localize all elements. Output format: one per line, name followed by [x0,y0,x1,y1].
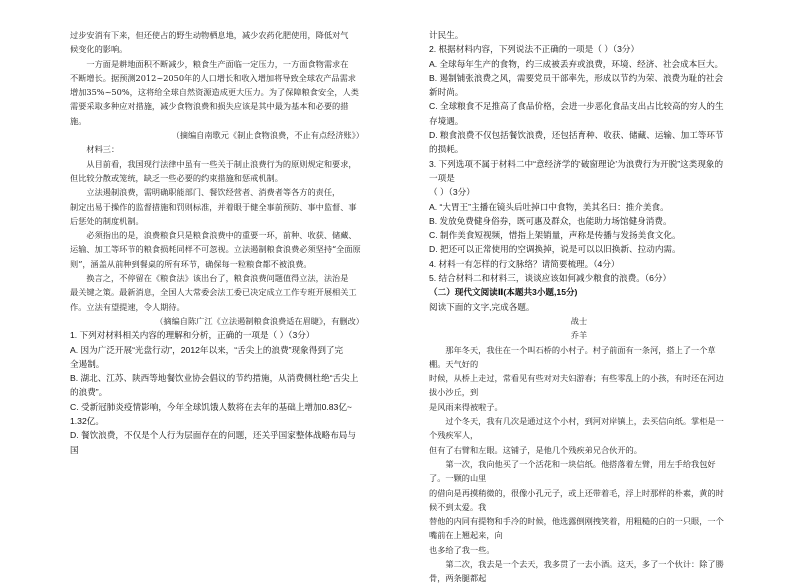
text-line: 则”，涵盖从前种到餐桌的所有环节，确保每一粒粮食都不被浪费。 [70,258,312,269]
text-line: 后惩处的制度机制。 [70,215,144,226]
option-d: D. 餐饮浪费，不仅是个人行为层面存在的问题，还关乎国家整体战略布局与国 [70,430,356,455]
text-line: 作。立法有望提速，令人期待。 [70,301,185,312]
text-line: 替他的内同有提物和手冷的时候，他选露倒刚拽笑着，用粗糙的白的一只眼，一个嘴前在上翘起来，向 [429,516,724,541]
text-line: 换言之，不停留在《粮食法》该出台了，粮食浪费问题值得立法，法治是 [86,273,349,284]
text-line: 那年冬天，我住在一个叫石桥的小村子。村子前面有一条河，搭上了一个草棚。天气好的 [429,344,716,369]
text-line: 增加35%~50%，这将给全球自然资源造成更大压力。为了保障粮食安全，人类 [70,87,359,98]
option-b: B. 湖北、江苏、陕西等地餐饮业协会倡议的节约措施，从消费侧杜绝“舌尖上 [70,373,359,384]
text-line: 过步安消有下来，但还使占的野生动物栖息地，减少农药化肥使用，降低对气 [70,30,349,40]
text-line: 但比较分散或笼统，缺乏一些必要的约束措施和惩戒机制。 [70,172,283,183]
text-line: 第二次，我去是一个去天，我多贯了一去小酒。这天，多了一个伙计：除了勝骨，两条腿都起 [429,558,724,584]
text-line: 过个冬天，我有几次是通过这个小村，到河对岸镇上，去买信向纸。掌柜是一个残疾军人， [429,416,724,441]
section-heading: （二）现代文阅读Ⅱ(本题共3小题,15分) [429,287,578,298]
story-title: 战士 [570,315,588,326]
text-line: 制定出易于操作的监督措施和罚则标准，并着眼于健全事前预防、事中监督、事 [70,201,357,212]
option-c: C. 制作美食短视频，惜指上架销量，声称是传播与发扬美食文化。 [429,230,681,241]
text-line: 一方面是耕地面积不断减少，粮食生产面临一定压力，一方面食物需求在 [86,58,349,69]
text-line: 必须指出的是，浪费粮食只是粮食浪费中的重要一环，前种、收获、储藏、 [86,230,357,241]
source-citation: （摘编自南歌元《制止食物浪费，不止有点经济账》） [171,130,364,141]
option-d: D. 粮食浪费不仅包括餐饮浪费，还包括育种、收获、储藏、运输、加工等环节的损耗。 [429,130,724,155]
question-4: 4. 材料一有怎样的行文脉络？请简要梳理。（4分） [429,258,620,269]
left-column [70,28,364,457]
text-line: 不断增长。据预测2012~2050年的人口增长和收入增加将导致全球农产品需求 [70,72,356,83]
question-1: 1. 下列对材料相关内容的理解和分析，正确的一项是（ ）（3分） [70,330,315,341]
text-line: 立法遏制浪费，需明确职能部门、餐饮经营者、消费者等各方的责任， [86,187,341,198]
text-line: 也多给了我一些。 [429,544,495,555]
option-a: A. 全球每年生产的食物，约三成被丢弃或浪费，环境、经济、社会成本巨大。 [429,58,724,69]
option-a: A. 因为广泛开展“光盘行动”，2012年以来，“舌尖上的浪费”现象得到了完 [70,344,344,355]
option-b: B. 遏制铺张浪费之风，需要党员干部率先，形成以节约为荣、浪费为耻的社会新时尚。 [429,72,724,98]
option-a: A. “大胃王”主播在镜头后吐掉口中食物，美其名曰：推介美食。 [429,201,669,212]
text-line: 但有了右臂和左眼。这铺子，是他几个残疾弟兄合伙开的。 [429,444,642,455]
reading-instruction: 阅读下面的文字,完成各题。 [429,301,535,312]
question-5: 5. 结合材料二和材料三，谈谈应该如何减少粮食的浪费。（6分） [429,273,672,284]
option-a-cont: 全遏制。 [70,358,105,369]
source-citation: （摘编自陈广江《立法遏制粮食浪费适在眉睫》，有删改） [155,315,364,326]
option-d-cont: 计民生。 [429,30,464,40]
text-line: 时候，从桥上走过，常看见有些对对夫妇游春；有些零乱上的小孩，有时还在河边拔小沙丘，到 [429,373,724,398]
text-line: 是风雨来得被啦子。 [429,401,503,412]
question-3-cont: （ ）（3分） [429,187,475,198]
option-b: B. 发放免费健身俗券，既可惠及群众，也能助力场馆健身消费。 [429,215,672,226]
text-line: 最关键之策。最新消息，全国人大常委会法工委已决定成立工作专班开展相关工 [70,287,357,298]
right-column [429,28,729,586]
option-d: D. 把还可以正常使用的空调换掉，说是可以以旧换新、拉动内需。 [429,244,681,255]
question-2: 2. 根据材料内容，下列说法不正确的一项是（ ）（3分） [429,44,640,55]
material-heading: 材料三： [86,144,120,155]
text-line: 第一次，我向他买了一个活花和一块信纸。他搭落着左臂，用左手给我包好了。一颗的山里 [429,458,716,484]
option-b-cont: 的浪费”。 [70,387,108,398]
option-c-cont: 1.32亿。 [70,416,104,427]
text-line: 的借向是再摸稍微的，很像小孔元子，或上还带着毛，浮上时那样的朴素，黄的时候不到太爱。我 [429,487,724,512]
question-3: 3. 下列选项不属于材料二中“意经济学的‘破窗理论’为浪费行为开脱”这类现象的一项是 [429,158,724,183]
option-c: C. 全球粮食不足推高了食品价格，会进一步恶化食品支出占比较高的穷人的生存境遇。 [429,101,724,126]
text-line: 需要采取多种应对措施，减少食物浪费和损失应该是其中最为基本和必要的措施。 [70,101,349,126]
option-c: C. 受新冠肺炎疫情影响，今年全球饥饿人数将在去年的基础上增加0.83亿~ [70,401,352,412]
text-line: 候变化的影响。 [70,44,128,55]
text-line: 从目前看，我国现行法律中虽有一些关于制止浪费行为的原则规定和要求， [86,158,357,169]
story-author: 乔羊 [570,330,588,341]
text-line: 运输、加工等环节的粮食损耗同样不可忽视。立法遏制粮食浪费必须坚持“全面原 [70,244,361,255]
